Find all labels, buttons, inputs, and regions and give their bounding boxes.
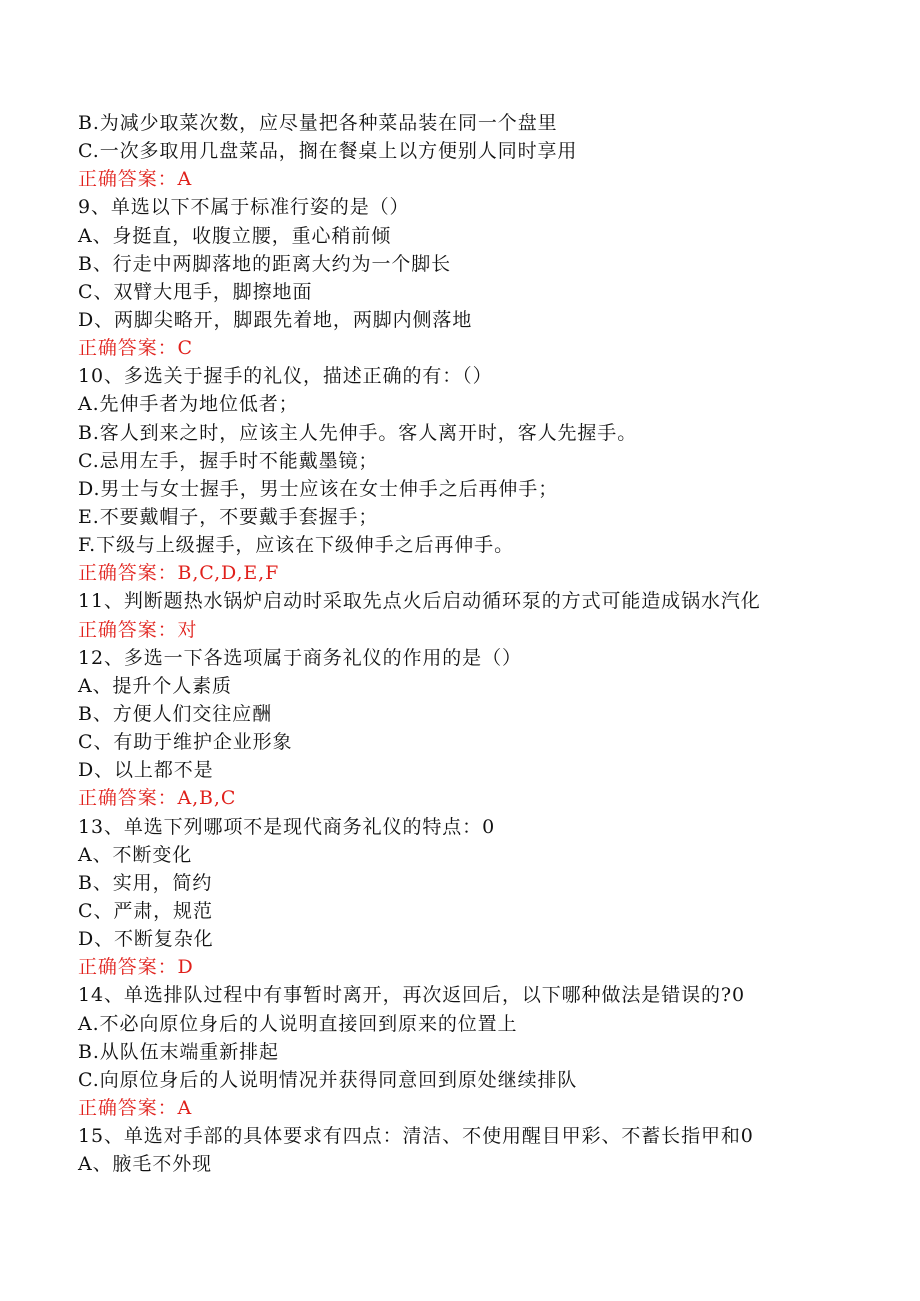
option-text: C、双臂大甩手，脚擦地面 [78, 280, 313, 303]
option-text: D、两脚尖略开，脚跟先着地，两脚内侧落地 [78, 308, 473, 331]
option-text: C、有助于维护企业形象 [78, 731, 293, 754]
document-page [78, 109, 898, 1178]
option-text: B、方便人们交往应酬 [78, 702, 272, 725]
option-text: D.男士与女士握手，男士应该在女士伸手之后再伸手； [78, 477, 559, 500]
option-text: D、不断复杂化 [78, 928, 214, 951]
answer-text: 正确答案：B,C,D,E,F [78, 562, 280, 585]
option-text: A、身挺直，收腹立腰，重心稍前倾 [78, 224, 392, 247]
option-text: C.一次多取用几盘菜品，搁在餐桌上以方便别人同时享用 [78, 140, 578, 163]
question-text: 14、单选排队过程中有事暂时离开，再次返回后，以下哪种做法是错误的?0 [78, 984, 745, 1007]
question-text: 15、单选对手部的具体要求有四点：清洁、不使用醒目甲彩、不蓄长指甲和0 [78, 1125, 754, 1148]
option-text: A.不必向原位身后的人说明直接回到原来的位置上 [78, 1012, 518, 1035]
option-text: F.下级与上级握手，应该在下级伸手之后再伸手。 [78, 534, 514, 557]
answer-text: 正确答案：D [78, 956, 194, 979]
option-text: B.客人到来之时，应该主人先伸手。客人离开时，客人先握手。 [78, 421, 638, 444]
option-text: C、严肃，规范 [78, 899, 213, 922]
question-text: 9、单选以下不属于标准行姿的是（） [78, 196, 410, 219]
option-text: A、提升个人素质 [78, 674, 232, 697]
answer-text: 正确答案：A [78, 1096, 193, 1119]
option-text: D、以上都不是 [78, 759, 214, 782]
question-text: 13、单选下列哪项不是现代商务礼仪的特点：0 [78, 815, 496, 838]
option-text: B.为减少取菜次数，应尽量把各种菜品装在同一个盘里 [78, 112, 558, 134]
option-text: A、不断变化 [78, 843, 193, 866]
answer-text: 正确答案：对 [78, 618, 198, 641]
option-text: B、实用，简约 [78, 871, 213, 894]
answer-text: 正确答案：A,B,C [78, 787, 237, 810]
answer-text: 正确答案：A [78, 168, 193, 191]
question-text: 11、判断题热水锅炉启动时采取先点火后启动循环泵的方式可能造成锅水汽化 [78, 590, 761, 613]
option-text: A、腋毛不外现 [78, 1153, 213, 1176]
option-text: C.忌用左手，握手时不能戴墨镜； [78, 449, 379, 472]
option-text: B.从队伍末端重新排起 [78, 1040, 279, 1063]
option-text: B、行走中两脚落地的距离大约为一个脚长 [78, 252, 452, 275]
option-text: E.不要戴帽子，不要戴手套握手； [78, 505, 379, 528]
option-text: C.向原位身后的人说明情况并获得同意回到原处继续排队 [78, 1068, 578, 1091]
option-text: A.先伸手者为地位低者； [78, 393, 299, 416]
question-text: 10、多选关于握手的礼仪，描述正确的有：（） [78, 365, 493, 388]
question-text: 12、多选一下各选项属于商务礼仪的作用的是（） [78, 646, 522, 669]
answer-text: 正确答案：C [78, 337, 193, 360]
